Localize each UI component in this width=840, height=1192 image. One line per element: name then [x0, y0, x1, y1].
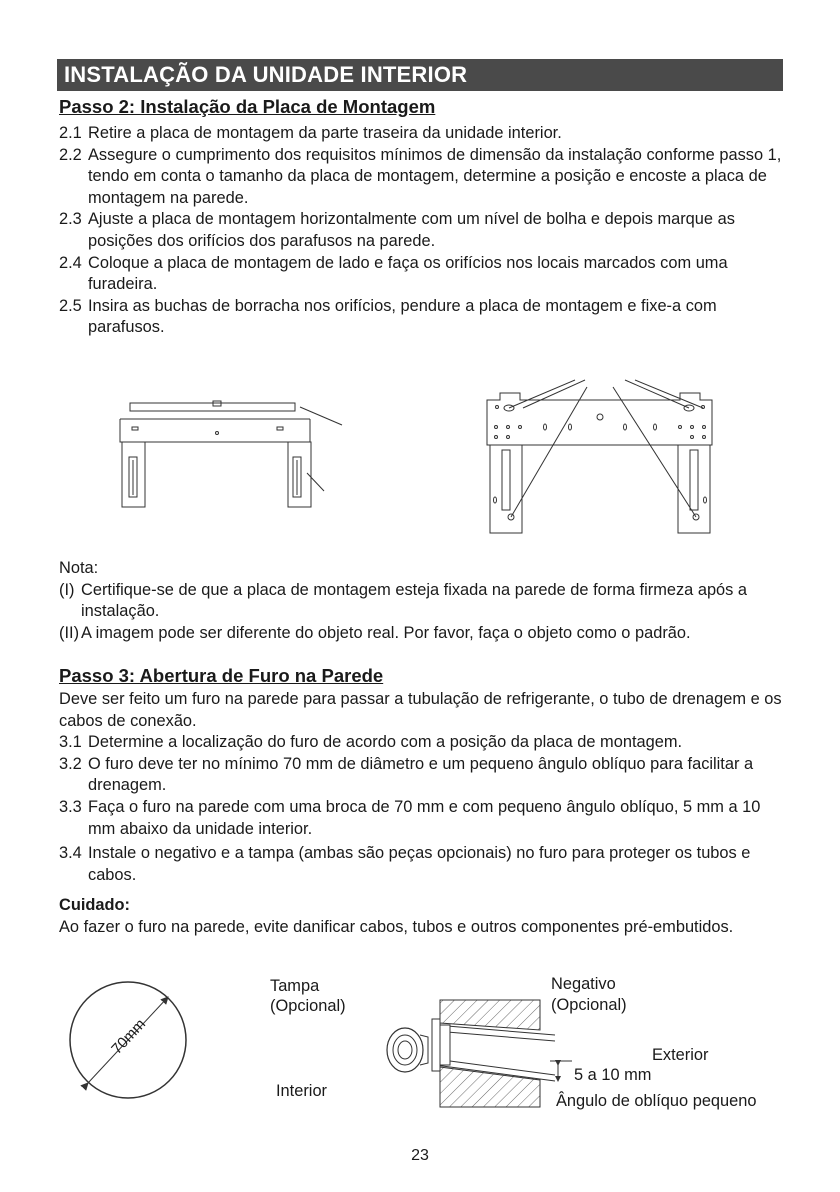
item-text: Determine a localização do furo de acordo com a posição da placa de montagem.: [88, 733, 683, 752]
item-text: Insira as buchas de borracha nos orifícios, pendure a placa de montagem e fixe-a com parafusos.: [88, 296, 717, 337]
item-number: 3.3: [59, 797, 82, 816]
item-number: 2.3: [59, 210, 82, 229]
wall-sleeve-figure: [380, 995, 580, 1110]
section-banner: INSTALAÇÃO DA UNIDADE INTERIOR: [57, 59, 783, 91]
item-text: Certifique-se de que a placa de montagem esteja fixada na parede de forma firmeza após a instalação.: [81, 580, 748, 621]
item-text: Instale o negativo e a tampa (ambas são peças opcionais) no furo para proteger os tubos e cabos.: [88, 844, 751, 884]
item-text: Ajuste a placa de montagem horizontalmente com um nível de bolha e depois marque as posições dos orifícios dos parafusos na parede.: [88, 210, 735, 250]
list-item: [59, 123, 789, 145]
list-item: [59, 580, 789, 623]
angle-label: Ângulo de oblíquo pequeno: [556, 1092, 757, 1110]
hole-diameter-figure: [58, 980, 208, 1100]
tampa-optional-label: (Opcional): [270, 997, 346, 1015]
item-text: Faça o furo na parede com uma broca de 70 mm e com pequeno ângulo oblíquo, 5 mm a 10 mm abaixo da unidade interior.: [88, 797, 761, 838]
list-item: [59, 253, 789, 296]
caution-block: [59, 895, 789, 938]
list-item: [59, 843, 789, 886]
list-item: [59, 754, 789, 797]
list-item: [59, 732, 789, 754]
exterior-label: Exterior: [652, 1046, 709, 1064]
tampa-label: Tampa: [270, 977, 320, 995]
caution-title: Cuidado:: [59, 896, 131, 914]
step2-heading: Passo 2: Instalação da Placa de Montagem: [59, 96, 436, 117]
interior-label: Interior: [276, 1082, 328, 1100]
item-number: (I): [59, 580, 75, 599]
item-text: Coloque a placa de montagem de lado e faça os orifícios nos locais marcados com uma furadeira.: [88, 253, 728, 294]
item-number: 2.1: [59, 124, 82, 142]
negativo-optional-label: (Opcional): [551, 996, 627, 1014]
step3-heading: Passo 3: Abertura de Furo na Parede: [59, 665, 384, 686]
caution-text: Ao fazer o furo na parede, evite danificar cabos, tubos e outros componentes pré-embutidos.: [59, 917, 734, 936]
negativo-label: Negativo: [551, 975, 616, 993]
step3-block: [59, 689, 789, 886]
note-block: [59, 558, 789, 644]
item-text: Assegure o cumprimento dos requisitos mínimos de dimensão da instalação conforme passo 1, tendo em conta o tamanho da placa de montagem, determine a posição e encoste a placa de montagem na parede.: [88, 145, 782, 207]
item-number: 3.1: [59, 733, 82, 752]
diameter-label: 70mm: [108, 1015, 150, 1058]
item-number: 3.4: [59, 844, 82, 863]
item-text: O furo deve ter no mínimo 70 mm de diâmetro e um pequeno ângulo oblíquo para facilitar a drenagem.: [88, 754, 754, 795]
mounting-plate-side-figure: [110, 385, 360, 545]
item-number: (II): [59, 623, 80, 642]
item-text: Retire a placa de montagem da parte traseira da unidade interior.: [88, 124, 562, 142]
item-number: 3.2: [59, 754, 82, 773]
page-number: 23: [411, 1147, 429, 1164]
list-item: [59, 296, 789, 339]
step3-intro: Deve ser feito um furo na parede para passar a tubulação de refrigerante, o tubo de drenagem e os cabos de conexão.: [59, 690, 782, 730]
item-text: A imagem pode ser diferente do objeto real. Por favor, faça o objeto como o padrão.: [81, 623, 691, 642]
item-number: 2.4: [59, 253, 82, 272]
item-number: 2.5: [59, 296, 82, 315]
gap-label: 5 a 10 mm: [574, 1066, 652, 1084]
note-title: Nota:: [59, 559, 99, 577]
list-item: [59, 623, 789, 645]
list-item: [59, 209, 789, 252]
item-number: 2.2: [59, 145, 82, 164]
list-item: [59, 797, 789, 840]
list-item: [59, 145, 789, 210]
step2-list: [59, 123, 789, 339]
mounting-plate-front-figure: [475, 375, 725, 540]
